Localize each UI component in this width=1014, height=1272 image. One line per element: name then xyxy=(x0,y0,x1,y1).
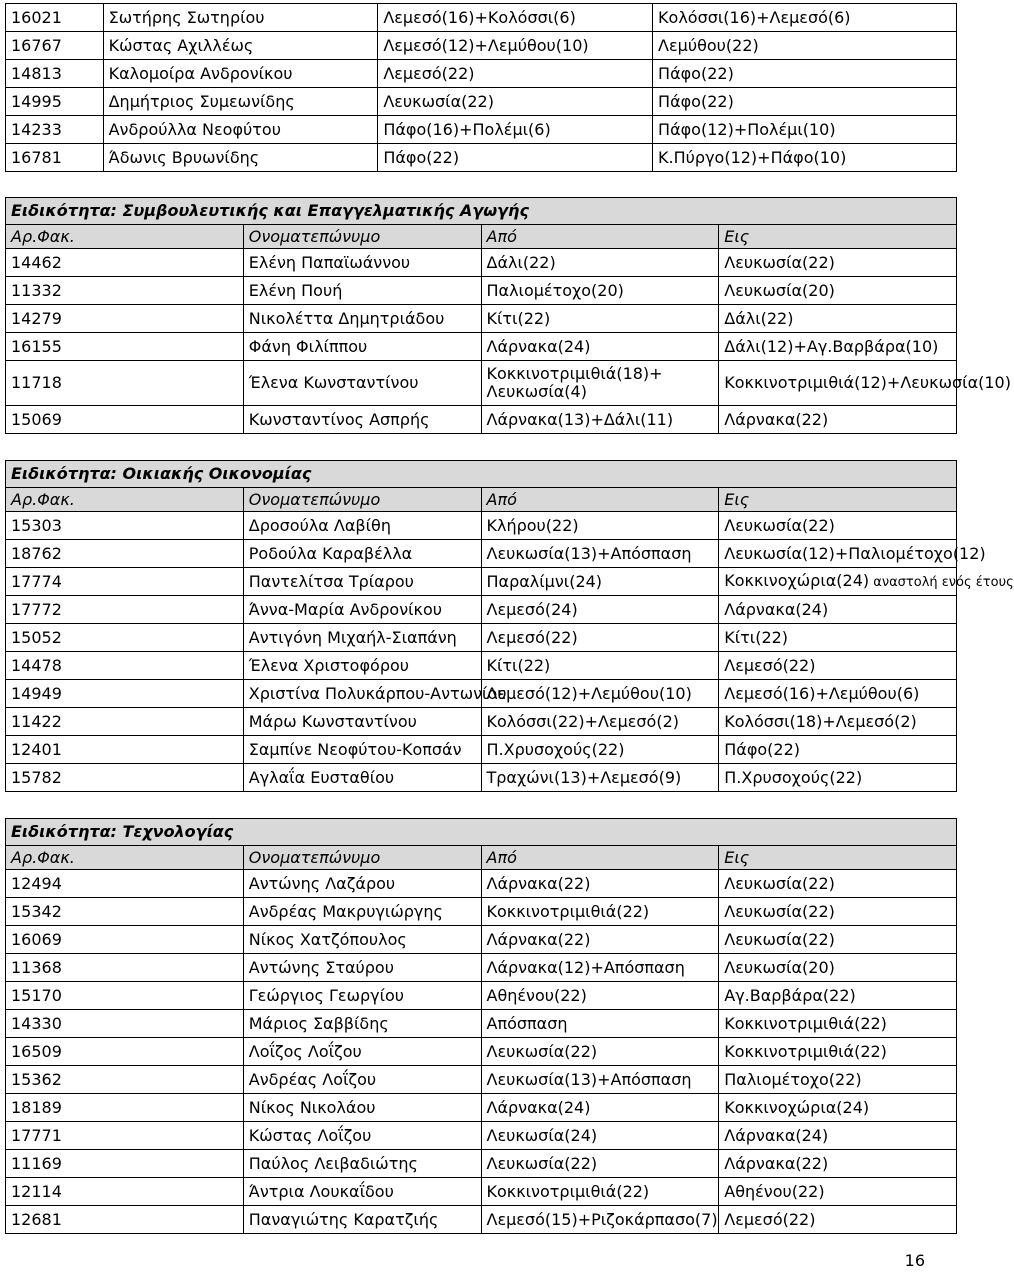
table-row xyxy=(6,1010,957,1038)
from-location: Απόσπαση xyxy=(481,1010,719,1038)
full-name: Ελένη Πουή xyxy=(243,277,481,305)
from-location: Λευκωσία(13)+Απόσπαση xyxy=(481,540,719,568)
table-row xyxy=(6,1038,957,1066)
table-row xyxy=(6,982,957,1010)
full-name: Ανδρέας Λοΐζου xyxy=(243,1066,481,1094)
to-location: Κοκκινοχώρια(24) xyxy=(719,1094,957,1122)
header-row xyxy=(6,846,957,870)
from-location: Πάφο(22) xyxy=(378,144,653,172)
full-name: Κωνσταντίνος Ασπρής xyxy=(243,406,481,434)
full-name: Παύλος Λειβαδιώτης xyxy=(243,1150,481,1178)
full-name: Αντιγόνη Μιχαήλ-Σιαπάνη xyxy=(243,624,481,652)
to-location: Κολόσσι(16)+Λεμεσό(6) xyxy=(653,4,957,32)
full-name: Ανδρούλλα Νεοφύτου xyxy=(103,116,378,144)
from-location: Λάρνακα(22) xyxy=(481,926,719,954)
from-location: Λάρνακα(12)+Απόσπαση xyxy=(481,954,719,982)
full-name: Νίκος Χατζόπουλος xyxy=(243,926,481,954)
file-number: 15170 xyxy=(6,982,244,1010)
file-number: 17771 xyxy=(6,1122,244,1150)
header-from: Από xyxy=(481,488,719,512)
to-location: Λευκωσία(20) xyxy=(719,277,957,305)
full-name: Ελένη Παπαϊωάννου xyxy=(243,249,481,277)
file-number: 14995 xyxy=(6,88,104,116)
table-row xyxy=(6,512,957,540)
table-row xyxy=(6,1178,957,1206)
from-location: Κοκκινοτριμιθιά(22) xyxy=(481,1178,719,1206)
full-name: Καλομοίρα Ανδρονίκου xyxy=(103,60,378,88)
table-row xyxy=(6,333,957,361)
from-location: Κολόσσι(22)+Λεμεσό(2) xyxy=(481,708,719,736)
file-number: 17774 xyxy=(6,568,244,596)
file-number: 16509 xyxy=(6,1038,244,1066)
file-number: 14949 xyxy=(6,680,244,708)
file-number: 14279 xyxy=(6,305,244,333)
header-row xyxy=(6,225,957,249)
to-location: Λευκωσία(22) xyxy=(719,870,957,898)
full-name: Αντώνης Σταύρου xyxy=(243,954,481,982)
table-row xyxy=(6,596,957,624)
from-location: Τραχώνι(13)+Λεμεσό(9) xyxy=(481,764,719,792)
to-location: Λάρνακα(24) xyxy=(719,1122,957,1150)
to-location: Λευκωσία(22) xyxy=(719,512,957,540)
header-name: Ονοματεπώνυμο xyxy=(243,225,481,249)
to-location: Λάρνακα(22) xyxy=(719,406,957,434)
from-location: Λεμεσό(24) xyxy=(481,596,719,624)
full-name: Ροδούλα Καραβέλλα xyxy=(243,540,481,568)
file-number: 12681 xyxy=(6,1206,244,1234)
full-name: Φάνη Φιλίππου xyxy=(243,333,481,361)
file-number: 11718 xyxy=(6,361,244,406)
file-number: 11368 xyxy=(6,954,244,982)
header-to: Εις xyxy=(719,488,957,512)
section-title-row xyxy=(6,461,957,488)
from-location: Λευκωσία(22) xyxy=(481,1150,719,1178)
to-location: Δάλι(12)+Αγ.Βαρβάρα(10) xyxy=(719,333,957,361)
file-number: 12114 xyxy=(6,1178,244,1206)
file-number: 18762 xyxy=(6,540,244,568)
file-number: 12494 xyxy=(6,870,244,898)
header-to: Εις xyxy=(719,846,957,870)
file-number: 11169 xyxy=(6,1150,244,1178)
to-location: Κοκκινοτριμιθιά(12)+Λευκωσία(10) xyxy=(719,361,957,406)
table-row xyxy=(6,1122,957,1150)
from-location: Λάρνακα(24) xyxy=(481,1094,719,1122)
table-row xyxy=(6,144,957,172)
full-name: Παναγιώτης Καρατζιής xyxy=(243,1206,481,1234)
table-row xyxy=(6,680,957,708)
from-location: Αθηένου(22) xyxy=(481,982,719,1010)
to-location: Λευκωσία(12)+Παλιομέτοχο(12) xyxy=(719,540,957,568)
table-row xyxy=(6,1206,957,1234)
header-name: Ονοματεπώνυμο xyxy=(243,488,481,512)
file-number: 15303 xyxy=(6,512,244,540)
section-title: Ειδικότητα: Οικιακής Οικονομίας xyxy=(6,461,957,488)
full-name: Χριστίνα Πολυκάρπου-Αντωνίου xyxy=(243,680,481,708)
from-location: Κίτι(22) xyxy=(481,305,719,333)
to-location: Λευκωσία(20) xyxy=(719,954,957,982)
table-row xyxy=(6,898,957,926)
table-row xyxy=(6,4,957,32)
table-row xyxy=(6,305,957,333)
from-location: Παραλίμνι(24) xyxy=(481,568,719,596)
to-location: Αγ.Βαρβάρα(22) xyxy=(719,982,957,1010)
from-location: Παλιομέτοχο(20) xyxy=(481,277,719,305)
table-row xyxy=(6,624,957,652)
table-row xyxy=(6,652,957,680)
to-location: Πάφο(12)+Πολέμι(10) xyxy=(653,116,957,144)
file-number: 16767 xyxy=(6,32,104,60)
full-name: Δροσούλα Λαβίθη xyxy=(243,512,481,540)
to-location: Πάφο(22) xyxy=(653,60,957,88)
file-number: 16781 xyxy=(6,144,104,172)
to-location: Πάφο(22) xyxy=(719,736,957,764)
table-row xyxy=(6,764,957,792)
header-from: Από xyxy=(481,225,719,249)
header-name: Ονοματεπώνυμο xyxy=(243,846,481,870)
to-location: Λεμύθου(22) xyxy=(653,32,957,60)
from-location: Πάφο(16)+Πολέμι(6) xyxy=(378,116,653,144)
table-row xyxy=(6,568,957,596)
full-name: Παντελίτσα Τρίαρου xyxy=(243,568,481,596)
section-title-row xyxy=(6,198,957,225)
full-name: Γεώργιος Γεωργίου xyxy=(243,982,481,1010)
header-file-no: Αρ.Φακ. xyxy=(6,846,244,870)
to-location: Κοκκινοτριμιθιά(22) xyxy=(719,1010,957,1038)
table-row xyxy=(6,32,957,60)
section-home-economics-table xyxy=(5,460,1014,792)
file-number: 11332 xyxy=(6,277,244,305)
file-number: 11422 xyxy=(6,708,244,736)
table-row xyxy=(6,954,957,982)
from-location: Λευκωσία(22) xyxy=(378,88,653,116)
table-row xyxy=(6,60,957,88)
table-row xyxy=(6,1150,957,1178)
table-row xyxy=(6,1066,957,1094)
file-number: 15362 xyxy=(6,1066,244,1094)
table-row xyxy=(6,926,957,954)
table-row xyxy=(6,406,957,434)
file-number: 14330 xyxy=(6,1010,244,1038)
header-file-no: Αρ.Φακ. xyxy=(6,225,244,249)
file-number: 16069 xyxy=(6,926,244,954)
full-name: Αντώνης Λαζάρου xyxy=(243,870,481,898)
to-location: Κίτι(22) xyxy=(719,624,957,652)
to-location: Λάρνακα(24) xyxy=(719,596,957,624)
from-location: Λεμεσό(15)+Ριζοκάρπασο(7) xyxy=(481,1206,719,1234)
from-location: Κίτι(22) xyxy=(481,652,719,680)
full-name: Νίκος Νικολάου xyxy=(243,1094,481,1122)
full-name: Έλενα Κωνσταντίνου xyxy=(243,361,481,406)
file-number: 15052 xyxy=(6,624,244,652)
file-number: 16021 xyxy=(6,4,104,32)
from-location: Κλήρου(22) xyxy=(481,512,719,540)
to-location: Π.Χρυσοχούς(22) xyxy=(719,764,957,792)
file-number: 15782 xyxy=(6,764,244,792)
from-location: Λάρνακα(13)+Δάλι(11) xyxy=(481,406,719,434)
to-location: Αθηένου(22) xyxy=(719,1178,957,1206)
from-location: Κοκκινοτριμιθιά(18)+ Λευκωσία(4) xyxy=(481,361,719,406)
from-location: Λεμεσό(12)+Λεμύθου(10) xyxy=(481,680,719,708)
from-location: Λεμεσό(12)+Λεμύθου(10) xyxy=(378,32,653,60)
file-number: 12401 xyxy=(6,736,244,764)
full-name: Άννα-Μαρία Ανδρονίκου xyxy=(243,596,481,624)
from-location: Δάλι(22) xyxy=(481,249,719,277)
to-location: Λεμεσό(22) xyxy=(719,1206,957,1234)
table-row xyxy=(6,736,957,764)
from-location: Λεμεσό(16)+Κολόσσι(6) xyxy=(378,4,653,32)
header-to: Εις xyxy=(719,225,957,249)
file-number: 14462 xyxy=(6,249,244,277)
file-number: 16155 xyxy=(6,333,244,361)
to-location: Πάφο(22) xyxy=(653,88,957,116)
table-row xyxy=(6,88,957,116)
transfers-table-continued xyxy=(5,3,957,172)
page-number: 16 xyxy=(904,1251,925,1270)
file-number: 18189 xyxy=(6,1094,244,1122)
file-number: 17772 xyxy=(6,596,244,624)
file-number: 14813 xyxy=(6,60,104,88)
table-row xyxy=(6,249,957,277)
from-location: Π.Χρυσοχούς(22) xyxy=(481,736,719,764)
full-name: Κώστας Αχιλλέως xyxy=(103,32,378,60)
full-name: Έλενα Χριστοφόρου xyxy=(243,652,481,680)
section-technology-table xyxy=(5,818,957,1234)
full-name: Νικολέττα Δημητριάδου xyxy=(243,305,481,333)
full-name: Σαμπίνε Νεοφύτου-Κοπσάν xyxy=(243,736,481,764)
to-location: Λεμεσό(16)+Λεμύθου(6) xyxy=(719,680,957,708)
to-location: Κολόσσι(18)+Λεμεσό(2) xyxy=(719,708,957,736)
from-location: Λάρνακα(22) xyxy=(481,870,719,898)
from-location: Λευκωσία(22) xyxy=(481,1038,719,1066)
header-from: Από xyxy=(481,846,719,870)
full-name: Μάρω Κωνσταντίνου xyxy=(243,708,481,736)
file-number: 15069 xyxy=(6,406,244,434)
from-location: Λευκωσία(13)+Απόσπαση xyxy=(481,1066,719,1094)
to-location: Λευκωσία(22) xyxy=(719,926,957,954)
to-location-value: Κοκκινοχώρια(24) xyxy=(724,570,870,590)
to-location: Λάρνακα(22) xyxy=(719,1150,957,1178)
from-location: Λάρνακα(24) xyxy=(481,333,719,361)
section-title: Ειδικότητα: Συμβουλευτικής και Επαγγελματικής Αγωγής xyxy=(6,198,957,225)
full-name: Άντρια Λουκαΐδου xyxy=(243,1178,481,1206)
header-row xyxy=(6,488,957,512)
to-location: Παλιομέτοχο(22) xyxy=(719,1066,957,1094)
full-name: Ανδρέας Μακρυγιώργης xyxy=(243,898,481,926)
to-location: Κ.Πύργο(12)+Πάφο(10) xyxy=(653,144,957,172)
full-name: Αγλαΐα Ευσταθίου xyxy=(243,764,481,792)
to-location xyxy=(719,568,1014,596)
section-title-row xyxy=(6,819,957,846)
from-location: Λεμεσό(22) xyxy=(378,60,653,88)
section-title: Ειδικότητα: Τεχνολογίας xyxy=(6,819,957,846)
table-row xyxy=(6,1094,957,1122)
full-name: Δημήτριος Συμεωνίδης xyxy=(103,88,378,116)
header-file-no: Αρ.Φακ. xyxy=(6,488,244,512)
to-location: Λευκωσία(22) xyxy=(719,249,957,277)
full-name: Κώστας Λοΐζου xyxy=(243,1122,481,1150)
file-number: 15342 xyxy=(6,898,244,926)
table-row xyxy=(6,708,957,736)
table-row xyxy=(6,116,957,144)
table-row xyxy=(6,540,957,568)
suspension-note: αναστολή ενός έτους xyxy=(873,574,1014,590)
file-number: 14478 xyxy=(6,652,244,680)
full-name: Σωτήρης Σωτηρίου xyxy=(103,4,378,32)
table-row xyxy=(6,361,957,406)
from-location: Λευκωσία(24) xyxy=(481,1122,719,1150)
table-row xyxy=(6,277,957,305)
full-name: Λοΐζος Λοΐζου xyxy=(243,1038,481,1066)
to-location: Δάλι(22) xyxy=(719,305,957,333)
table-row xyxy=(6,870,957,898)
to-location: Λευκωσία(22) xyxy=(719,898,957,926)
file-number: 14233 xyxy=(6,116,104,144)
section-counseling-table xyxy=(5,197,1011,434)
to-location: Κοκκινοτριμιθιά(22) xyxy=(719,1038,957,1066)
full-name: Άδωνις Βρυωνίδης xyxy=(103,144,378,172)
from-location: Κοκκινοτριμιθιά(22) xyxy=(481,898,719,926)
full-name: Μάριος Σαββίδης xyxy=(243,1010,481,1038)
from-location: Λεμεσό(22) xyxy=(481,624,719,652)
to-location: Λεμεσό(22) xyxy=(719,652,957,680)
